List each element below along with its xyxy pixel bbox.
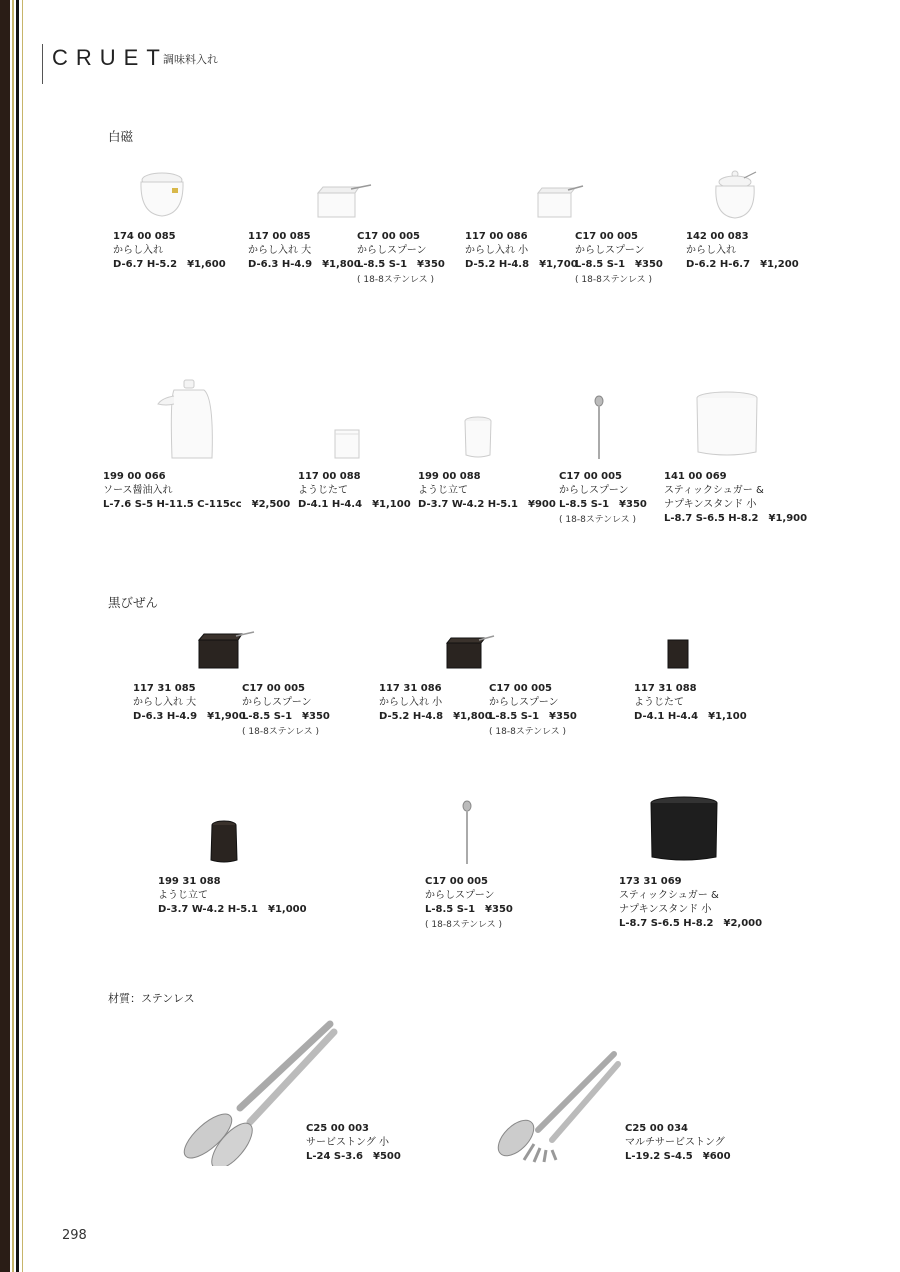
product-name: ようじ立て: [158, 890, 208, 901]
product-code: 142 00 083: [686, 231, 749, 242]
product-code: 174 00 085: [113, 231, 176, 242]
product-spec: D-5.2 H-4.8 ¥1,700: [465, 259, 578, 270]
product-name: スティックシュガー &: [619, 890, 719, 901]
product-code: 117 00 085: [248, 231, 311, 242]
product-name: からし入れ 小: [465, 245, 529, 256]
product-spec: D-3.7 W-4.2 H-5.1 ¥900: [418, 499, 556, 510]
product-name: からしスプーン: [489, 697, 559, 708]
multi-service-tongs-image: [494, 1048, 624, 1166]
product-code: 141 00 069: [664, 471, 727, 482]
header-divider: [42, 44, 43, 84]
product-name: からしスプーン: [357, 245, 427, 256]
product-material-note: ( 18-8ステンレス ): [242, 727, 320, 737]
product-spec: L-8.5 S-1 ¥350: [575, 259, 663, 270]
section-heading-steel: 材質：ステンレス: [108, 992, 195, 1005]
product-code: 199 31 088: [158, 876, 221, 887]
toothpick-holder-square-image: [333, 428, 363, 460]
section-heading-white: 白磁: [108, 129, 134, 144]
product-name: からしスプーン: [425, 890, 495, 901]
product-174-00-085: [113, 230, 226, 272]
product-material-note: ( 18-8ステンレス ): [489, 727, 567, 737]
product-spec: D-4.1 H-4.4 ¥1,100: [298, 499, 411, 510]
page-title: CRUET: [52, 45, 168, 70]
margin-stripe-dark: [0, 0, 10, 1272]
product-spec: D-6.7 H-5.2 ¥1,600: [113, 259, 226, 270]
product-name: サービストング 小: [306, 1137, 389, 1148]
product-code: 117 31 086: [379, 683, 442, 694]
toothpick-holder-black-round-image: [208, 820, 240, 864]
product-code: 117 31 088: [634, 683, 697, 694]
product-c25-00-034: [625, 1122, 731, 1164]
mustard-pot-round-image: [138, 170, 186, 220]
mustard-spoon-image: [592, 395, 606, 461]
product-117-00-085: [248, 230, 361, 272]
product-name: マルチサービストング: [625, 1137, 725, 1148]
product-name: ソース醤油入れ: [103, 485, 173, 496]
product-142-00-083: [686, 230, 799, 272]
product-code: 117 00 088: [298, 471, 361, 482]
product-c17-00-005-d: [242, 682, 330, 739]
product-spec: D-6.3 H-4.9 ¥1,800: [248, 259, 361, 270]
product-code: 199 00 088: [418, 471, 481, 482]
product-spec: L-8.5 S-1 ¥350: [559, 499, 647, 510]
product-name: ようじたて: [634, 697, 684, 708]
mustard-spoon-image-2: [460, 800, 474, 866]
margin-stripe-gold-2: [22, 0, 23, 1272]
product-spec: L-8.5 S-1 ¥350: [489, 711, 577, 722]
product-code: C17 00 005: [559, 471, 623, 482]
product-name: ようじ立て: [418, 485, 468, 496]
product-173-31-069: [619, 875, 762, 931]
product-117-31-088: [634, 682, 747, 724]
toothpick-holder-black-square-image: [666, 638, 690, 670]
product-code: C17 00 005: [575, 231, 639, 242]
product-c17-00-005-e: [489, 682, 577, 739]
product-name: からし入れ 大: [248, 245, 312, 256]
page-number: 298: [62, 1228, 87, 1243]
product-c25-00-003: [306, 1122, 401, 1164]
product-name: スティックシュガー &: [664, 485, 764, 496]
product-name: からしスプーン: [575, 245, 645, 256]
product-199-00-066: [103, 470, 290, 512]
product-117-00-088: [298, 470, 411, 512]
product-name-line-2: ナプキンスタンド 小: [664, 499, 757, 510]
section-heading-black: 黒びぜん: [108, 595, 159, 610]
product-name: からし入れ 大: [133, 697, 197, 708]
product-code: 173 31 069: [619, 876, 682, 887]
product-199-31-088: [158, 875, 307, 917]
product-name-line-2: ナプキンスタンド 小: [619, 904, 712, 915]
mustard-pot-small-image: [535, 183, 585, 219]
product-spec: D-5.2 H-4.8 ¥1,800: [379, 711, 492, 722]
margin-stripe-gold: [12, 0, 14, 1272]
product-c17-00-005-b: [575, 230, 663, 287]
product-199-00-088: [418, 470, 556, 512]
product-c17-00-005-a: [357, 230, 445, 287]
product-spec: L-8.5 S-1 ¥350: [242, 711, 330, 722]
product-spec: D-6.2 H-6.7 ¥1,200: [686, 259, 799, 270]
product-code: 199 00 066: [103, 471, 166, 482]
product-code: C25 00 034: [625, 1123, 689, 1134]
napkin-stand-black-image: [648, 795, 720, 865]
product-spec: L-8.5 S-1 ¥350: [357, 259, 445, 270]
product-material-note: ( 18-8ステンレス ): [357, 275, 435, 285]
product-spec: L-24 S-3.6 ¥500: [306, 1151, 401, 1162]
product-spec: D-3.7 W-4.2 H-5.1 ¥1,000: [158, 904, 307, 915]
product-117-31-085: [133, 682, 246, 724]
product-code: C17 00 005: [425, 876, 489, 887]
product-material-note: ( 18-8ステンレス ): [575, 275, 653, 285]
product-name: からし入れ: [113, 245, 163, 256]
product-spec: L-8.7 S-6.5 H-8.2 ¥1,900: [664, 513, 808, 524]
product-spec: L-8.7 S-6.5 H-8.2 ¥2,000: [619, 918, 763, 929]
product-name: ようじたて: [298, 485, 348, 496]
mustard-pot-black-small-image: [444, 634, 496, 670]
napkin-stand-white-image: [694, 390, 760, 460]
product-code: 117 00 086: [465, 231, 528, 242]
product-name: からし入れ: [686, 245, 736, 256]
product-spec: D-4.1 H-4.4 ¥1,100: [634, 711, 747, 722]
product-name: からしスプーン: [242, 697, 312, 708]
sauce-pourer-image: [156, 378, 216, 460]
product-material-note: ( 18-8ステンレス ): [425, 920, 503, 930]
product-name: からし入れ 小: [379, 697, 443, 708]
product-141-00-069: [664, 470, 807, 526]
product-117-31-086: [379, 682, 492, 724]
product-material-note: ( 18-8ステンレス ): [559, 515, 637, 525]
mustard-pot-black-large-image: [196, 630, 256, 670]
toothpick-holder-round-image: [462, 415, 494, 459]
product-spec: D-6.3 H-4.9 ¥1,900: [133, 711, 246, 722]
mustard-pot-large-image: [315, 183, 373, 219]
product-name: からしスプーン: [559, 485, 629, 496]
page-subtitle: 調味料入れ: [163, 53, 218, 66]
margin-stripe-black: [16, 0, 19, 1272]
product-code: C17 00 005: [357, 231, 421, 242]
product-spec: L-8.5 S-1 ¥350: [425, 904, 513, 915]
product-117-00-086: [465, 230, 578, 272]
product-code: 117 31 085: [133, 683, 196, 694]
product-code: C17 00 005: [489, 683, 553, 694]
product-code: C25 00 003: [306, 1123, 370, 1134]
product-c17-00-005-c: [559, 470, 647, 527]
product-spec: L-7.6 S-5 H-11.5 C-115cc ¥2,500: [103, 499, 291, 510]
product-c17-00-005-f: [425, 875, 513, 932]
product-spec: L-19.2 S-4.5 ¥600: [625, 1151, 731, 1162]
mustard-pot-lidded-image: [712, 166, 758, 220]
product-code: C17 00 005: [242, 683, 306, 694]
